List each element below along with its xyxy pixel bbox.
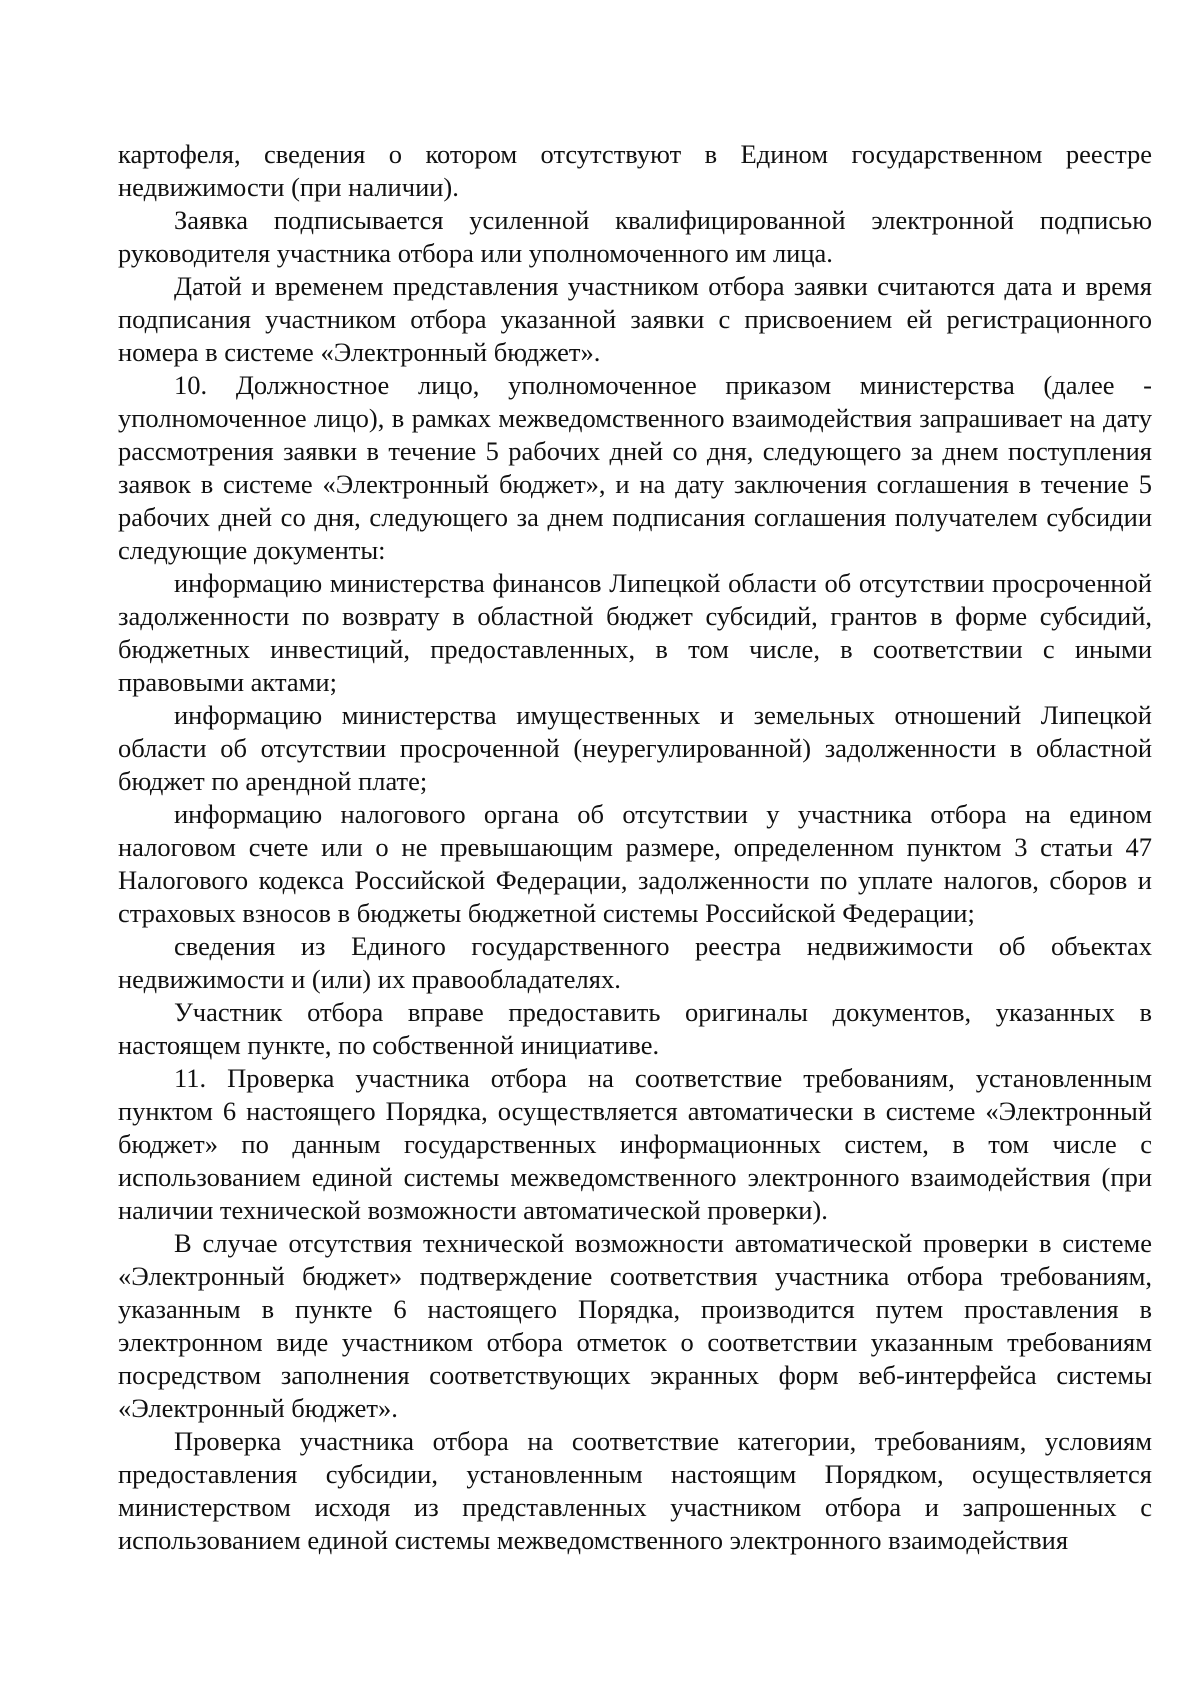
paragraph-property-ministry-info: информацию министерства имущественных и земельных отношений Липецкой области об отсутствии просроченной (неурегулированной) задолженности в областной бюджет по арендной плате; [118, 700, 1152, 796]
paragraph-real-estate-registry: сведения из Единого государственного реестра недвижимости об объектах недвижимости и (или) их правообладателях. [118, 931, 1152, 994]
paragraph-ministry-check: Проверка участника отбора на соответствие категории, требованиям, условиям предоставления субсидии, установленным настоящим Порядком, осуществляется министерством исходя из представленных участником отбора и запрошенных с использованием единой системы межведомственного электронного взаимодействия [118, 1426, 1152, 1555]
paragraph-submission-date: Датой и временем представления участником отбора заявки считаются дата и время подписания участником отбора указанной заявки с присвоением ей регистрационного номера в системе «Электронный бюджет». [118, 271, 1152, 367]
paragraph-item-11: 11. Проверка участника отбора на соответствие требованиям, установленным пунктом 6 настоящего Порядка, осуществляется автоматически в системе «Электронный бюджет» по данным государственных информационных систем, в том числе с использованием единой системы межведомственного электронного взаимодействия (при наличии технической возможности автоматической проверки). [118, 1063, 1152, 1225]
paragraph-finance-ministry-info: информацию министерства финансов Липецкой области об отсутствии просроченной задолженности по возврату в областной бюджет субсидий, грантов в форме субсидий, бюджетных инвестиций, предоставленных, в том числе, в соответствии с иными правовыми актами; [118, 568, 1152, 697]
paragraph-originals: Участник отбора вправе предоставить оригиналы документов, указанных в настоящем пункте, по собственной инициативе. [118, 997, 1152, 1060]
paragraph-item-10: 10. Должностное лицо, уполномоченное приказом министерства (далее - уполномоченное лицо), в рамках межведомственного взаимодействия запрашивает на дату рассмотрения заявки в течение 5 рабочих дней со дня, следующего за днем поступления заявок в системе «Электронный бюджет», и на дату заключения соглашения в течение 5 рабочих дней со дня, следующего за днем подписания соглашения получателем субсидии следующие документы: [118, 370, 1152, 565]
paragraph-no-technical-possibility: В случае отсутствия технической возможности автоматической проверки в системе «Электронный бюджет» подтверждение соответствия участника отбора требованиям, указанным в пункте 6 настоящего Порядка, производится путем проставления в электронном виде участником отбора отметок о соответствии указанным требованиям посредством заполнения соответствующих экранных форм веб-интерфейса системы «Электронный бюджет». [118, 1228, 1152, 1423]
paragraph-tax-authority-info: информацию налогового органа об отсутствии у участника отбора на едином налоговом счете или о не превышающим размере, определенном пунктом 3 статьи 47 Налогового кодекса Российской Федерации, задолженности по уплате налогов, сборов и страховых взносов в бюджеты бюджетной системы Российской Федерации; [118, 799, 1152, 928]
document-body [118, 138, 1152, 1557]
paragraph-continuation: картофеля, сведения о котором отсутствуют в Едином государственном реестре недвижимости (при наличии). [118, 139, 1152, 202]
paragraph-signature: Заявка подписывается усиленной квалифицированной электронной подписью руководителя участника отбора или уполномоченного им лица. [118, 205, 1152, 268]
